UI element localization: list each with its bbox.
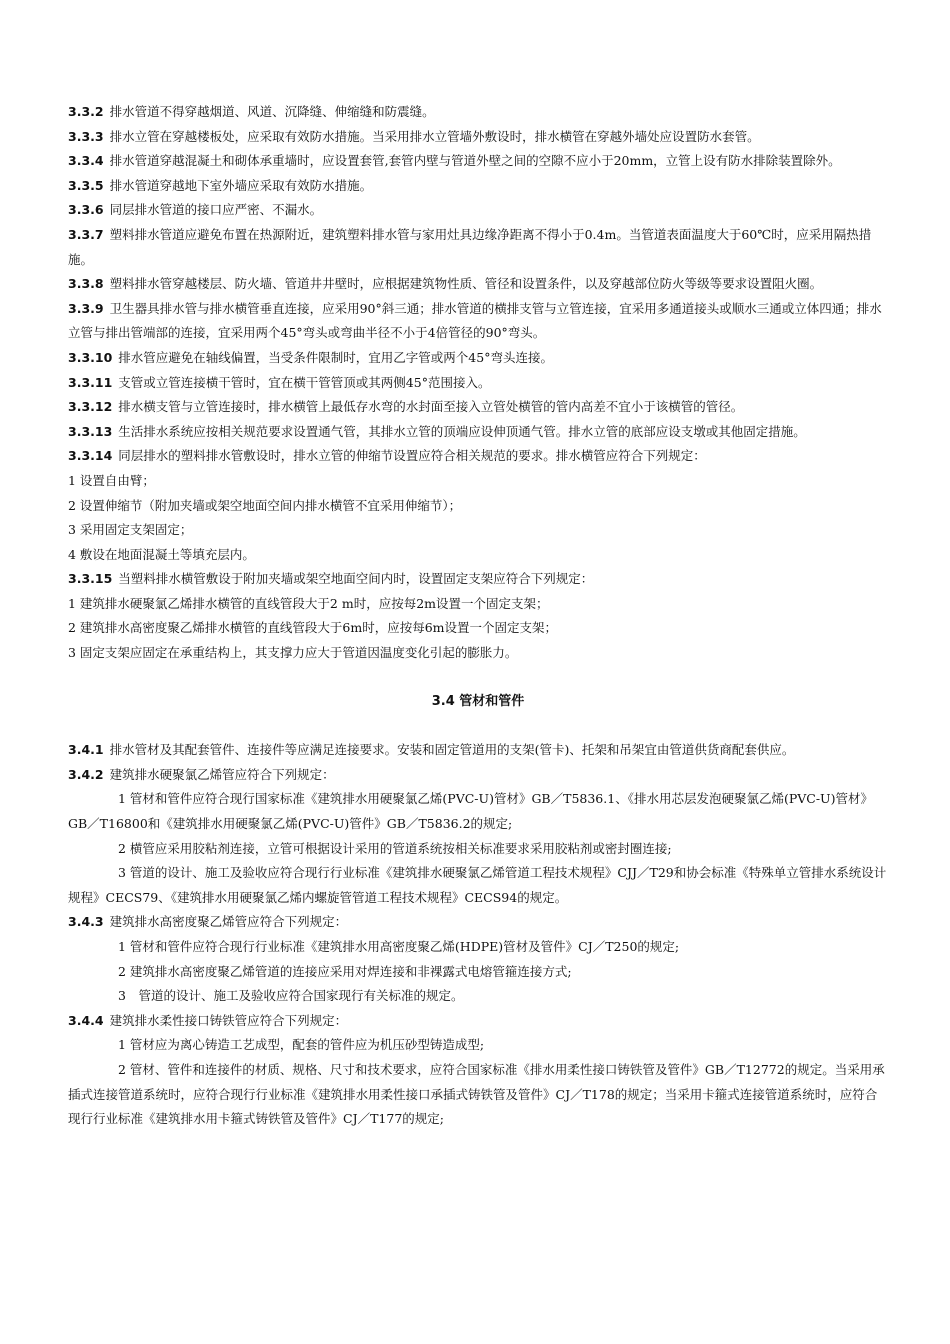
clause-number: 3.3.5 (68, 177, 104, 193)
list-item (68, 616, 888, 641)
paragraph-text: 3 管道的设计、施工及验收应符合国家现行有关标准的规定。 (118, 988, 464, 1004)
list-item (68, 592, 888, 617)
clause-number: 3.3.2 (68, 104, 104, 119)
paragraph-text: 排水管材及其配套管件、连接件等应满足连接要求。安装和固定管道用的支架(管卡)、托架和吊架宜由管道供货商配套供应。 (109, 742, 795, 758)
list-item (68, 494, 888, 519)
clause-number: 3.3.13 (68, 423, 113, 439)
clause-number: 3.3.10 (68, 349, 113, 365)
paragraph-text: 同层排水的塑料排水管敷设时，排水立管的伸缩节设置应符合相关规范的要求。排水横管应符合下列规定： (118, 448, 706, 464)
section-3-3-clauses (68, 100, 888, 666)
list-item (68, 960, 888, 985)
paragraph-text: 1 管材和管件应符合现行国家标准《建筑排水用硬聚氯乙烯(PVC-U)管材》GB／T5836.1、《排水用芯层发泡硬聚氯乙烯(PVC-U)管材》GB／T16800和《建筑排水用硬聚氯乙烯(PVC-U)管件》GB／T5836.2的规定; (68, 791, 873, 832)
paragraph-text: 塑料排水管道应避免布置在热源附近，建筑塑料排水管与家用灶具边缘净距离不得小于0.4m。当管道表面温度大于60℃时，应采用隔热措施。 (68, 226, 872, 267)
list-item (68, 861, 888, 910)
clause-paragraph (68, 272, 888, 297)
clause-paragraph (68, 198, 888, 223)
paragraph-text: 塑料排水管穿越楼层、防火墙、管道井井壁时，应根据建筑物性质、管径和设置条件，以及穿越部位防火等级等要求设置阻火圈。 (109, 276, 823, 292)
paragraph-text: 排水管道穿越混凝土和砌体承重墙时，应设置套管,套管内壁与管道外壁之间的空隙不应小于20mm，立管上设有防水排除装置除外。 (109, 153, 841, 169)
paragraph-text: 排水立管在穿越楼板处，应采取有效防水措施。当采用排水立管墙外敷设时，排水横管在穿越外墙处应设置防水套管。 (109, 128, 760, 144)
paragraph-text: 建筑排水硬聚氯乙烯管应符合下列规定： (109, 766, 335, 782)
paragraph-text: 4 敷设在地面混凝土等填充层内。 (68, 546, 255, 562)
paragraph-text: 1 建筑排水硬聚氯乙烯排水横管的直线管段大于2 m时，应按每2m设置一个固定支架； (68, 595, 549, 611)
clause-paragraph (68, 125, 888, 150)
clause-paragraph (68, 420, 888, 445)
clause-paragraph (68, 763, 888, 788)
clause-paragraph (68, 395, 888, 420)
clause-number: 3.4.4 (68, 1012, 104, 1028)
list-item (68, 641, 888, 666)
clause-paragraph (68, 297, 888, 346)
list-item (68, 984, 888, 1009)
paragraph-text: 卫生器具排水管与排水横管垂直连接，应采用90°斜三通；排水管道的横排支管与立管连接，宜采用多通道接头或顺水三通或立体四通；排水立管与排出管端部的连接，宜采用两个45°弯头或弯曲半径不小于4倍管径的90°弯头。 (68, 300, 882, 341)
paragraph-text: 排水管道穿越地下室外墙应采取有效防水措施。 (109, 177, 373, 193)
clause-paragraph (68, 444, 888, 469)
clause-paragraph (68, 738, 888, 763)
clause-number: 3.3.7 (68, 226, 104, 242)
paragraph-text: 3 采用固定支架固定； (68, 522, 193, 538)
clause-paragraph (68, 371, 888, 396)
section-3-4-clauses (68, 738, 888, 1132)
clause-number: 3.3.4 (68, 153, 104, 169)
paragraph-text: 排水管应避免在轴线偏置，当受条件限制时，宜用乙字管或两个45°弯头连接。 (118, 349, 553, 365)
document-page (68, 100, 888, 1132)
paragraph-text: 3 固定支架应固定在承重结构上，其支撑力应大于管道因温度变化引起的膨胀力。 (68, 645, 518, 661)
paragraph-text: 排水横支管与立管连接时，排水横管上最低存水弯的水封面至接入立管处横管的管内高差不宜小于该横管的管径。 (118, 399, 744, 415)
paragraph-text: 1 管材应为离心铸造工艺成型，配套的管件应为机压砂型铸造成型; (118, 1037, 485, 1053)
clause-number: 3.3.9 (68, 300, 104, 316)
list-item (68, 787, 888, 836)
list-item (68, 543, 888, 568)
clause-number: 3.3.11 (68, 374, 113, 390)
paragraph-text: 建筑排水高密度聚乙烯管应符合下列规定： (109, 914, 348, 930)
list-item (68, 935, 888, 960)
clause-paragraph (68, 567, 888, 592)
clause-paragraph (68, 1009, 888, 1034)
clause-number: 3.4.1 (68, 742, 104, 758)
clause-paragraph (68, 100, 888, 125)
paragraph-text: 支管或立管连接横干管时，宜在横干管管顶或其两侧45°范围接入。 (118, 374, 491, 390)
clause-paragraph (68, 149, 888, 174)
paragraph-text: 2 管材、管件和连接件的材质、规格、尺寸和技术要求，应符合国家标准《排水用柔性接口铸铁管及管件》GB／T12772的规定。当采用承插式连接管道系统时，应符合现行行业标准《建筑排水用柔性接口承插式铸铁管及管件》CJ／T178的规定；当采用卡箍式连接管道系统时，应符合现行行业标准《建筑排水用卡箍式铸铁管及管件》CJ／T177的规定; (68, 1061, 885, 1127)
paragraph-text: 2 设置伸缩节（附加夹墙或架空地面空间内排水横管不宜采用伸缩节）； (68, 497, 462, 513)
clause-number: 3.3.6 (68, 202, 104, 218)
paragraph-text: 3 管道的设计、施工及验收应符合现行行业标准《建筑排水硬聚氯乙烯管道工程技术规程》CJJ／T29和协会标准《特殊单立管排水系统设计规程》CECS79、《建筑排水用硬聚氯乙烯内螺旋管管道工程技术规程》CECS94的规定。 (68, 865, 887, 905)
paragraph-text: 2 横管应采用胶粘剂连接，立管可根据设计采用的管道系统按相关标准要求采用胶粘剂或密封圈连接; (118, 840, 672, 856)
clause-number: 3.3.8 (68, 276, 104, 292)
section-title: 3.4 管材和管件 (431, 693, 525, 709)
paragraph-text: 2 建筑排水高密度聚乙烯排水横管的直线管段大于6m时，应按每6m设置一个固定支架； (68, 620, 558, 636)
clause-number: 3.4.2 (68, 766, 104, 782)
clause-number: 3.3.12 (68, 399, 113, 415)
paragraph-text: 同层排水管道的接口应严密、不漏水。 (109, 202, 323, 218)
clause-number: 3.3.14 (68, 448, 113, 464)
clause-number: 3.3.3 (68, 128, 104, 144)
paragraph-text: 建筑排水柔性接口铸铁管应符合下列规定： (109, 1012, 348, 1028)
paragraph-text: 排水管道不得穿越烟道、风道、沉降缝、伸缩缝和防震缝。 (109, 104, 435, 119)
clause-paragraph (68, 174, 888, 199)
clause-number: 3.3.15 (68, 571, 113, 587)
clause-number: 3.4.3 (68, 914, 104, 930)
list-item (68, 469, 888, 494)
clause-paragraph (68, 346, 888, 371)
clause-paragraph (68, 910, 888, 935)
paragraph-text: 1 管材和管件应符合现行行业标准《建筑排水用高密度聚乙烯(HDPE)管材及管件》CJ／T250的规定; (118, 939, 680, 954)
paragraph-text: 生活排水系统应按相关规范要求设置通气管，其排水立管的顶端应设伸顶通气管。排水立管的底部应设支墩或其他固定措施。 (118, 423, 806, 439)
list-item (68, 1058, 888, 1132)
clause-paragraph (68, 223, 888, 272)
list-item (68, 518, 888, 543)
list-item (68, 1033, 888, 1058)
paragraph-text: 2 建筑排水高密度聚乙烯管道的连接应采用对焊连接和非裸露式电熔管箍连接方式; (118, 963, 572, 979)
paragraph-text: 1 设置自由臂； (68, 472, 155, 488)
paragraph-text: 当塑料排水横管敷设于附加夹墙或架空地面空间内时，设置固定支架应符合下列规定： (118, 571, 594, 587)
list-item (68, 837, 888, 862)
